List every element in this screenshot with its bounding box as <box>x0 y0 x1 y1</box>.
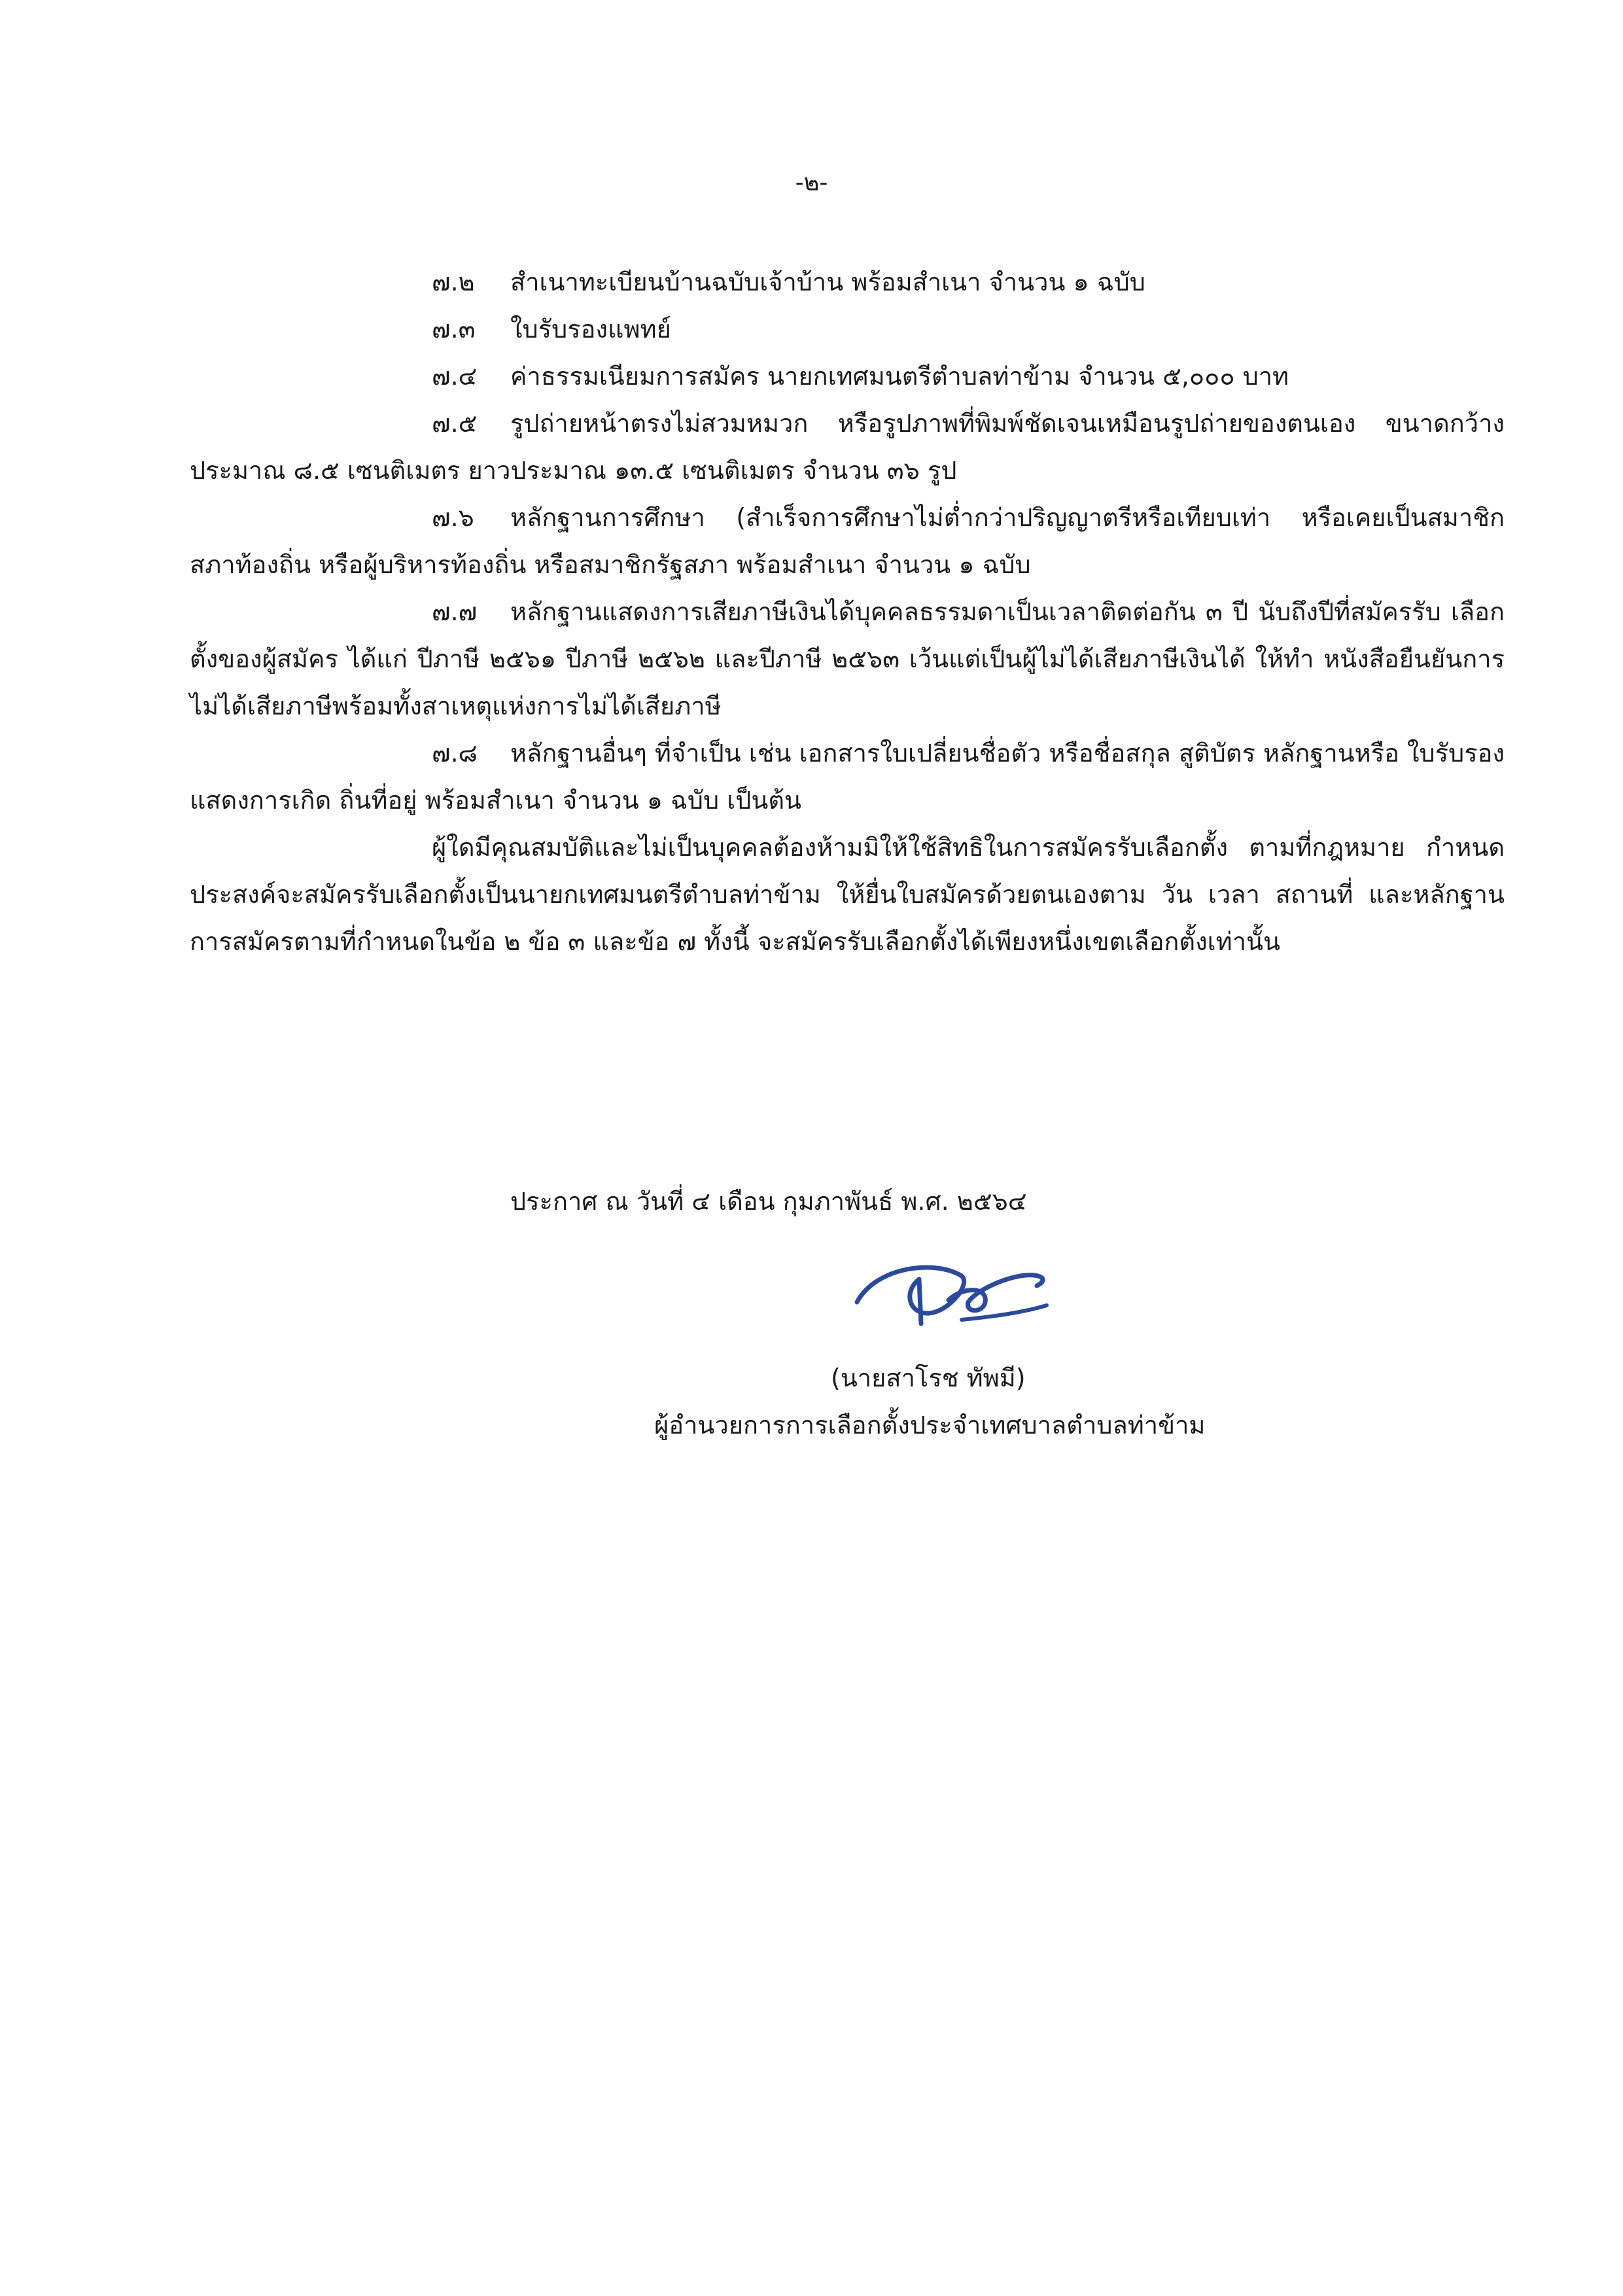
list-item <box>190 494 1505 588</box>
item-number: ๗.๓ <box>432 315 476 344</box>
item-number: ๗.๗ <box>432 597 478 626</box>
item-number: ๗.๖ <box>432 503 474 532</box>
closing-paragraph: ผู้ใดมีคุณสมบัติและไม่เป็นบุคคลต้องห้ามมิให้ใช้สิทธิในการสมัครรับเลือกตั้ง ตามที่กฎหมาย กำหนด ประสงค์จะสมัครรับเลือกตั้งเป็นนายกเทศมนตรีตำบลท่าข้าม ให้ยื่นใบสมัครด้วยตนเองตาม วัน เวลา สถานที่ และหลักฐานการสมัครตามที่กำหนดในข้อ ๒ ข้อ ๓ และข้อ ๗ ทั้งนี้ จะสมัครรับเลือกตั้งได้เพียงหนึ่งเขตเลือกตั้งเท่านั้น <box>190 833 1505 956</box>
item-text: ค่าธรรมเนียมการสมัคร นายกเทศมนตรีตำบลท่าข้าม จำนวน ๕,๐๐๐ บาท <box>510 362 1289 391</box>
list-item <box>190 353 1505 400</box>
item-text: รูปถ่ายหน้าตรงไม่สวมหมวก หรือรูปภาพที่พิมพ์ชัดเจนเหมือนรูปถ่ายของตนเอง ขนาดกว้าง ประมาณ ๘.๕ เซนติเมตร ยาวประมาณ ๑๓.๕ เซนติเมตร จำนวน ๓๖ รูป <box>190 409 1505 485</box>
list-item <box>190 588 1505 730</box>
signer-title: ผู้อำนวยการการเลือกตั้งประจำเทศบาลตำบลท่าข้าม <box>654 1411 1206 1439</box>
signature-mark <box>831 1240 1066 1338</box>
item-number: ๗.๔ <box>432 362 478 391</box>
list-item <box>190 258 1505 306</box>
announcement-date: ประกาศ ณ วันที่ ๔ เดือน กุมภาพันธ์ พ.ศ. ๒๕๖๔ <box>510 1187 1027 1216</box>
item-text: สำเนาทะเบียนบ้านฉบับเจ้าบ้าน พร้อมสำเนา จำนวน ๑ ฉบับ <box>510 268 1145 296</box>
list-item <box>190 730 1505 824</box>
item-text: หลักฐานแสดงการเสียภาษีเงินได้บุคคลธรรมดาเป็นเวลาติดต่อกัน ๓ ปี นับถึงปีที่สมัครรับ เลือกตั้งของผู้สมัคร ได้แก่ ปีภาษี ๒๕๖๑ ปีภาษี ๒๕๖๒ และปีภาษี ๒๕๖๓ เว้นแต่เป็นผู้ไม่ได้เสียภาษีเงินได้ ให้ทำ หนังสือยืนยันการไม่ได้เสียภาษีพร้อมทั้งสาเหตุแห่งการไม่ได้เสียภาษี <box>190 597 1505 720</box>
item-number: ๗.๘ <box>432 739 478 768</box>
document-body <box>190 258 1505 965</box>
item-number: ๗.๕ <box>432 409 478 438</box>
signer-name: (นายสาโรช ทัพมี) <box>831 1364 1026 1392</box>
item-text: หลักฐานการศึกษา (สำเร็จการศึกษาไม่ต่ำกว่าปริญญาตรีหรือเทียบเท่า หรือเคยเป็นสมาชิก สภาท้องถิ่น หรือผู้บริหารท้องถิ่น หรือสมาชิกรัฐสภา พร้อมสำเนา จำนวน ๑ ฉบับ <box>190 503 1505 579</box>
list-item <box>190 306 1505 353</box>
page-number: -๒- <box>795 169 828 196</box>
list-item <box>190 400 1505 494</box>
item-number: ๗.๒ <box>432 268 475 296</box>
item-text: หลักฐานอื่นๆ ที่จำเป็น เช่น เอกสารใบเปลี่ยนชื่อตัว หรือชื่อสกุล สูติบัตร หลักฐานหรือ ใบรับรองแสดงการเกิด ถิ่นที่อยู่ พร้อมสำเนา จำนวน ๑ ฉบับ เป็นต้น <box>190 739 1505 815</box>
item-text: ใบรับรองแพทย์ <box>510 315 671 344</box>
